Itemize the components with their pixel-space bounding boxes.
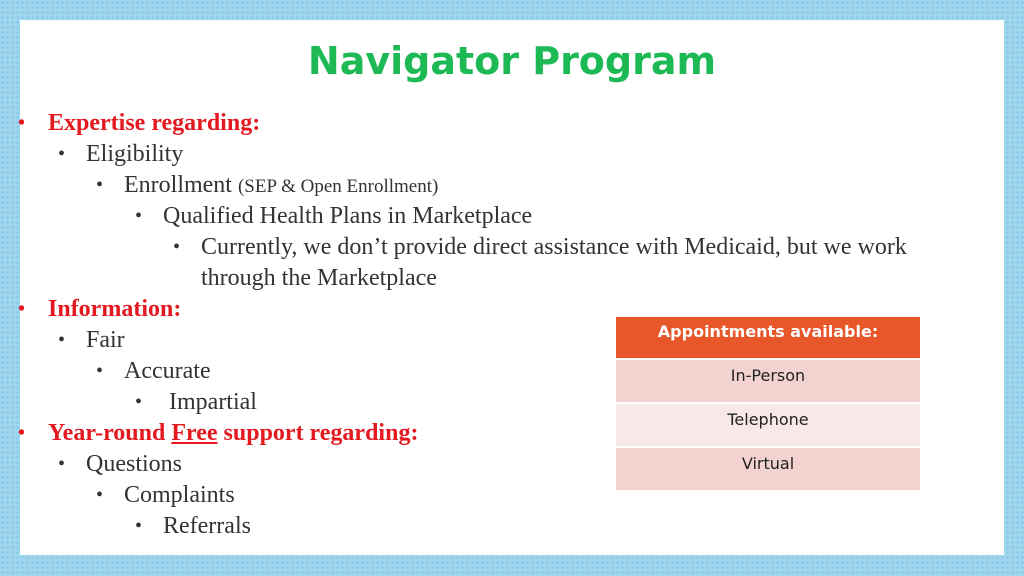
appointment-row-in-person: In-Person (616, 360, 920, 404)
bullet-dot-icon: • (135, 391, 143, 413)
appointments-table (616, 317, 920, 492)
appointment-row-virtual: Virtual (616, 448, 920, 492)
enrollment-note: (SEP & Open Enrollment) (237, 176, 439, 197)
bullet-medicaid: • Currently, we don’t provide direct assistance with Medicaid, but we work (201, 232, 907, 263)
bullet-qhp: • Qualified Health Plans in Marketplace (163, 201, 532, 232)
bullet-eligibility: • Eligibility (86, 139, 183, 170)
bullet-enrollment: • Enrollment (SEP & Open Enrollment) (124, 170, 438, 202)
bullet-dot-icon: • (135, 515, 143, 537)
appointments-header: Appointments available: (616, 317, 920, 360)
bullet-dot-icon: • (173, 236, 181, 258)
bullet-dot-icon: • (58, 143, 66, 165)
bullet-impartial: • Impartial (169, 387, 257, 418)
bullet-dot-icon: • (18, 298, 26, 320)
bullet-information: • Information: (48, 294, 181, 325)
bullet-dot-icon: • (135, 205, 143, 227)
bullet-expertise: • Expertise regarding: (48, 108, 260, 139)
bullet-dot-icon: • (18, 422, 26, 444)
page-title: Navigator Program (307, 39, 717, 83)
appointment-row-telephone: Telephone (616, 404, 920, 448)
bullet-fair: • Fair (86, 325, 125, 356)
bullet-dot-icon: • (58, 329, 66, 351)
bullet-medicaid-cont: through the Marketplace (201, 265, 437, 291)
bullet-complaints: • Complaints (124, 480, 235, 511)
bullet-dot-icon: • (96, 174, 104, 196)
bullet-dot-icon: • (96, 484, 104, 506)
bullet-referrals: • Referrals (163, 511, 251, 542)
bullet-dot-icon: • (96, 360, 104, 382)
bullet-dot-icon: • (58, 453, 66, 475)
free-emphasis: Free (171, 420, 218, 446)
bullet-questions: • Questions (86, 449, 182, 480)
bullet-accurate: • Accurate (124, 356, 211, 387)
bullet-dot-icon: • (18, 112, 26, 134)
bullet-year-round: • Year-round Free support regarding: (48, 418, 418, 449)
